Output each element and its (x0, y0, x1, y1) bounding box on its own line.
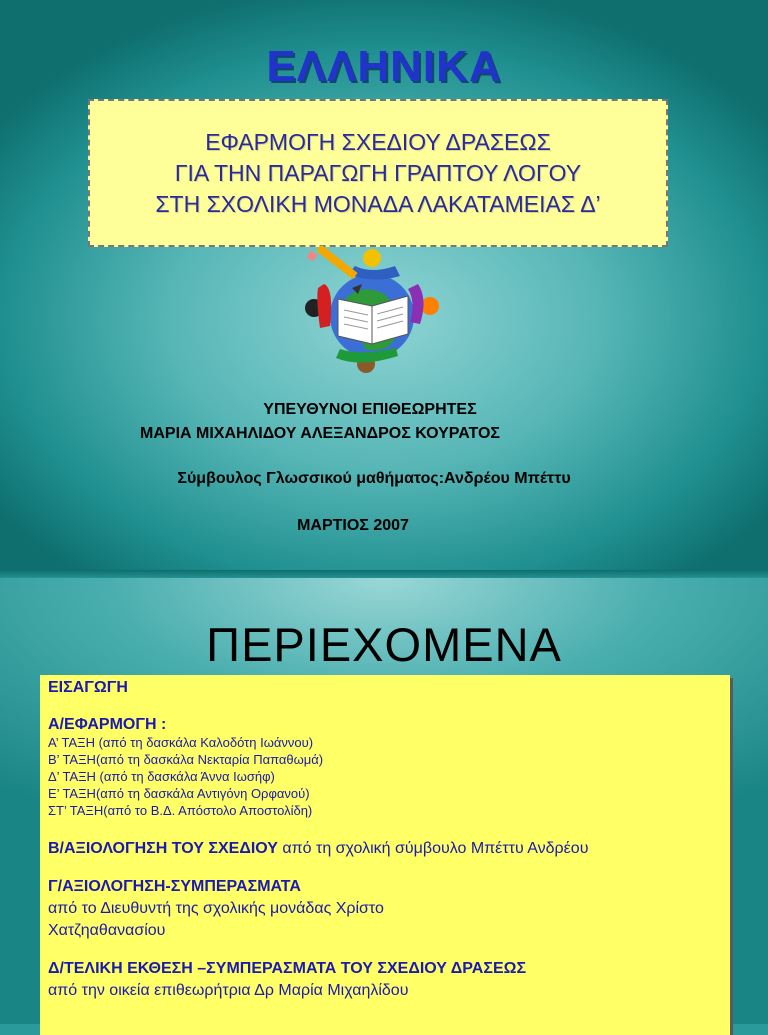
toc-section-c-text: από το Διευθυντή της σχολικής μονάδας Χρίστο (48, 900, 384, 917)
toc-section-c-heading: Γ/ΑΞΙΟΛΟΓΗΣΗ-ΣΥΜΠΕΡΑΣΜΑΤΑ (48, 878, 301, 895)
project-title-line: ΓΙΑ ΤΗΝ ΠΑΡΑΓΩΓΗ ΓΡΑΠΤΟΥ ΛΟΓΟΥ (174, 159, 582, 186)
toc-section-c-text: Χατζηαθανασίου (48, 922, 166, 939)
contents-heading: ΠΕΡΙΕΧΟΜΕΝΑ (206, 618, 562, 671)
responsible-label: ΥΠΕΥΘΥΝΟΙ ΕΠΙΘΕΩΡΗΤΕΣ (263, 401, 477, 418)
toc-intro: ΕΙΣΑΓΩΓΗ (48, 679, 128, 696)
advisor-line: Σύμβουλος Γλωσσικού μαθήματος:Ανδρέου Μπέττυ (177, 470, 571, 487)
toc-section-b-heading: Β/ΑΞΙΟΛΟΓΗΣΗ ΤΟΥ ΣΧΕΔΙΟΥ (48, 840, 278, 857)
toc-item: Ε’ ΤΑΞΗ(από τη δασκάλα Αντιγόνη Ορφανού) (48, 786, 310, 801)
toc-item: ΣΤ’ ΤΑΞΗ(από το Β.Δ. Απόστολο Αποστολίδη) (48, 803, 313, 818)
students-around-book-icon (300, 244, 446, 374)
slide-title-heading: ΕΛΛΗΝΙΚΑ (266, 42, 502, 91)
toc-section-b (48, 838, 722, 860)
toc-item: Δ’ ΤΑΞΗ (από τη δασκάλα Άννα Ιωσήφ) (48, 769, 275, 784)
toc-item: Α’ ΤΑΞΗ (από τη δασκάλα Καλοδότη Ιωάννου) (48, 735, 314, 750)
project-title-box (88, 99, 668, 247)
project-title-line: ΕΦΑΡΜΟΓΗ ΣΧΕΔΙΟΥ ΔΡΑΣΕΩΣ (205, 128, 551, 155)
toc-section-a-heading: Α/ΕΦΑΡΜΟΓΗ (48, 716, 157, 733)
toc-section-a (48, 716, 722, 734)
toc-item: Β’ ΤΑΞΗ(από τη δασκάλα Νεκταρία Παπαθωμά) (48, 752, 324, 767)
toc-section-a-colon: : (156, 716, 167, 733)
project-title-line: ΣΤΗ ΣΧΟΛΙΚΗ ΜΟΝΑΔΑ ΛΑΚΑΤΑΜΕΙΑΣ Δ’ (155, 190, 601, 217)
responsible-names: ΜΑΡΙΑ ΜΙΧΑΗΛΙΔΟΥ ΑΛΕΞΑΝΔΡΟΣ ΚΟΥΡΑΤΟΣ (140, 425, 500, 442)
toc-section-d-text: από την οικεία επιθεωρήτρια Δρ Μαρία Μιχαηλίδου (48, 982, 409, 999)
contents-box (40, 675, 730, 1035)
presentation-date: ΜΑΡΤΙΟΣ 2007 (297, 517, 409, 534)
toc-section-d-heading: Δ/ΤΕΛΙΚΗ ΕΚΘΕΣΗ –ΣΥΜΠΕΡΑΣΜΑΤΑ ΤΟΥ ΣΧΕΔΙΟΥ ΔΡΑΣΕΩΣ (48, 960, 527, 977)
toc-section-b-text: από τη σχολική σύμβουλο Μπέττυ Ανδρέου (277, 840, 589, 857)
